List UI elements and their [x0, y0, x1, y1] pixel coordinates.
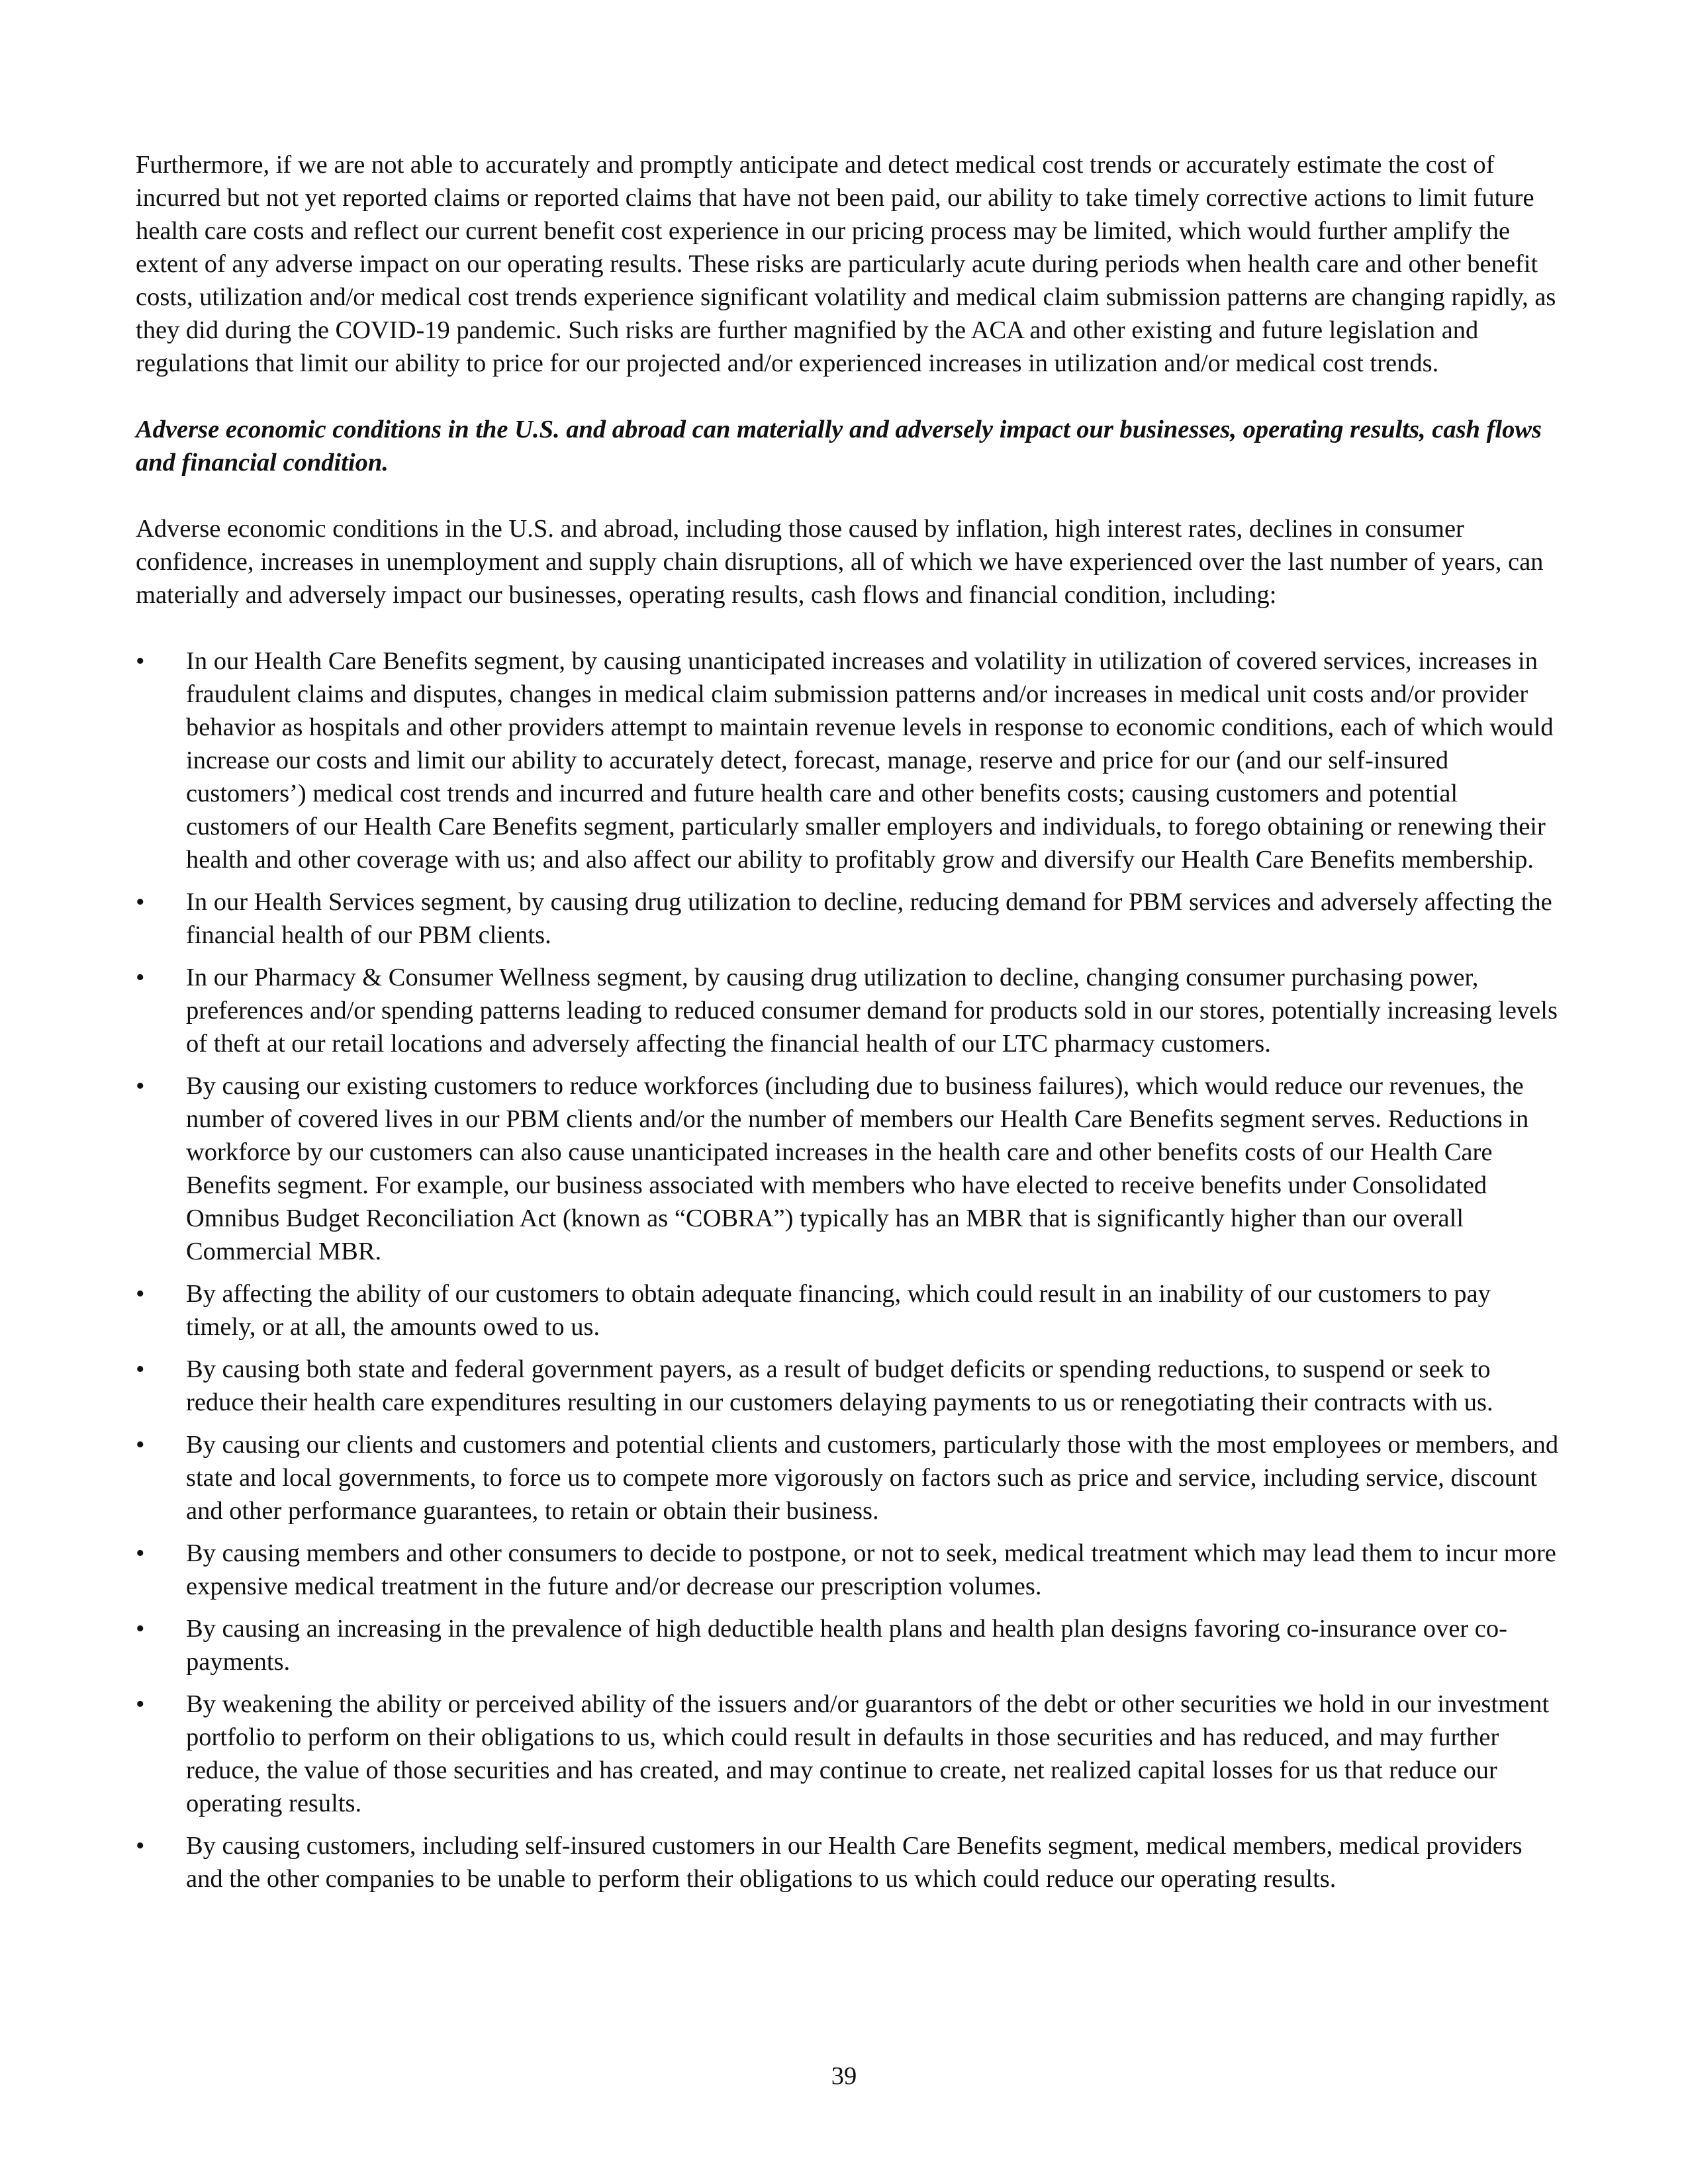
- section-lead-paragraph: Adverse economic conditions in the U.S. and abroad, including those caused by inflation, high interest rates, declines in consumer confidence, increases in unemployment and supply chain disruptions, all of which we have experienced over the last number of years, can materially and adversely impact our businesses, operating results, cash flows and financial condition, including:: [136, 515, 1544, 609]
- list-item: [136, 1537, 1560, 1603]
- list-item-text: In our Health Services segment, by causing drug utilization to decline, reducing demand for PBM services and adversely affecting the financial health of our PBM clients.: [186, 888, 1552, 949]
- list-item-text: By affecting the ability of our customers to obtain adequate financing, which could result in an inability of our customers to pay timely, or at all, the amounts owed to us.: [186, 1280, 1491, 1341]
- bullet-icon: •: [136, 964, 145, 991]
- list-item: [136, 1829, 1560, 1895]
- list-item-text: In our Health Care Benefits segment, by causing unanticipated increases and volatility in utilization of covered services, increases in fraudulent claims and disputes, changes in medical claim submission patterns and/or increases in medical unit costs and/or provider behavior as hospitals and other providers attempt to maintain revenue levels in response to economic conditions, each of which would increase our costs and limit our ability to accurately detect, forecast, manage, reserve and price for our (and our self-insured customers’) medical cost trends and incurred and future health care and other benefits costs; causing customers and potential customers of our Health Care Benefits segment, particularly smaller employers and individuals, to forego obtaining or renewing their health and other coverage with us; and also affect our ability to profitably grow and diversify our Health Care Benefits membership.: [186, 647, 1554, 874]
- intro-paragraph: Furthermore, if we are not able to accurately and promptly anticipate and detect medical cost trends or accurately estimate the cost of incurred but not yet reported claims or reported claims that have not been paid, our ability to take timely corrective actions to limit future health care costs and reflect our current benefit cost experience in our pricing process may be limited, which would further amplify the extent of any adverse impact on our operating results. These risks are particularly acute during periods when health care and other benefit costs, utilization and/or medical cost trends experience significant volatility and medical claim submission patterns are changing rapidly, as they did during the COVID-19 pandemic. Such risks are further magnified by the ACA and other existing and future legislation and regulations that limit our ability to price for our projected and/or experienced increases in utilization and/or medical cost trends.: [136, 151, 1556, 377]
- list-item: [136, 1688, 1560, 1820]
- list-item-text: By causing members and other consumers to decide to postpone, or not to seek, medical treatment which may lead them to incur more expensive medical treatment in the future and/or decrease our prescription volumes.: [186, 1539, 1556, 1600]
- page-number: 39: [831, 2062, 857, 2090]
- list-item: [136, 1428, 1560, 1527]
- bullet-icon: •: [136, 1690, 145, 1718]
- bullet-icon: •: [136, 647, 145, 675]
- list-item-text: In our Pharmacy & Consumer Wellness segment, by causing drug utilization to decline, changing consumer purchasing power, preferences and/or spending patterns leading to reduced consumer demand for products sold in our stores, potentially increasing levels of theft at our retail locations and adversely affecting the financial health of our LTC pharmacy customers.: [186, 964, 1558, 1058]
- bullet-icon: •: [136, 1072, 145, 1100]
- section-heading: Adverse economic conditions in the U.S. and abroad can materially and adversely impact our businesses, operating results, cash flows and financial condition.: [136, 416, 1542, 477]
- list-item-text: By causing our clients and customers and potential clients and customers, particularly those with the most employees or members, and state and local governments, to force us to compete more vigorously on factors such as price and service, including service, discount and other performance guarantees, to retain or obtain their business.: [186, 1431, 1559, 1525]
- list-item: [136, 1277, 1560, 1343]
- list-item-text: By causing customers, including self-insured customers in our Health Care Benefits segment, medical members, medical providers and the other companies to be unable to perform their obligations to us which could reduce our operating results.: [186, 1832, 1523, 1893]
- list-item: [136, 645, 1560, 876]
- list-item: [136, 961, 1560, 1060]
- list-item: [136, 1069, 1560, 1268]
- bullet-icon: •: [136, 1431, 145, 1459]
- list-item-text: By causing our existing customers to reduce workforces (including due to business failures), which would reduce our revenues, the number of covered lives in our PBM clients and/or the number of members our Health Care Benefits segment serves. Reductions in workforce by our customers can also cause unanticipated increases in the health care and other benefits costs of our Health Care Benefits segment. For example, our business associated with members who have elected to receive benefits under Consolidated Omnibus Budget Reconciliation Act (known as “COBRA”) typically has an MBR that is significantly higher than our overall Commercial MBR.: [186, 1072, 1529, 1265]
- list-item: [136, 886, 1560, 952]
- bullet-icon: •: [136, 888, 145, 916]
- bullet-icon: •: [136, 1539, 145, 1567]
- list-item-text: By causing an increasing in the prevalence of high deductible health plans and health plan designs favoring co-insurance over co-payments.: [186, 1615, 1507, 1676]
- bullet-icon: •: [136, 1832, 145, 1860]
- list-item-text: By causing both state and federal government payers, as a result of budget deficits or spending reductions, to suspend or seek to reduce their health care expenditures resulting in our customers delaying payments to us or renegotiating their contracts with us.: [186, 1355, 1493, 1416]
- list-item: [136, 1612, 1560, 1678]
- bullet-icon: •: [136, 1280, 145, 1308]
- list-item: [136, 1353, 1560, 1419]
- bullet-icon: •: [136, 1615, 145, 1643]
- list-item-text: By weakening the ability or perceived ability of the issuers and/or guarantors of the debt or other securities we hold in our investment portfolio to perform on their obligations to us, which could result in defaults in those securities and has reduced, and may further reduce, the value of those securities and has created, and may continue to create, net realized capital losses for us that reduce our operating results.: [186, 1690, 1550, 1817]
- bullet-icon: •: [136, 1355, 145, 1383]
- document-body: [136, 148, 1560, 1905]
- risk-bullet-list: [136, 645, 1560, 1895]
